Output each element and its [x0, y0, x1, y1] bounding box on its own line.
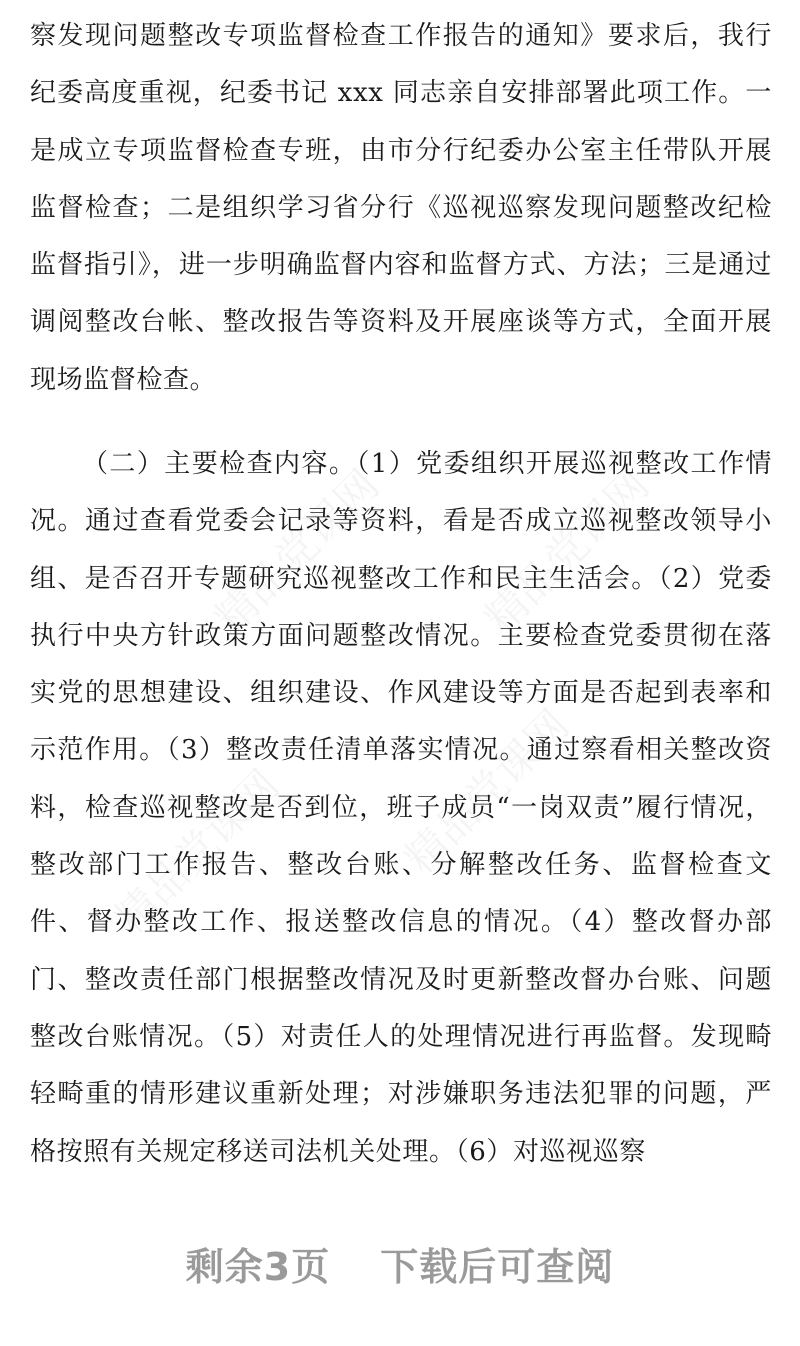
remaining-pages-label: 剩余3页 [185, 1245, 331, 1289]
download-prompt[interactable] [0, 1236, 800, 1291]
download-hint-label: 下载后可查阅 [380, 1245, 615, 1289]
body-paragraph-1: 察发现问题整改专项监督检查工作报告的通知》要求后，我行纪委高度重视，纪委书记 xxx 同志亲自安排部署此项工作。一是成立专项监督检查专班，由市分行纪委办公室主任带队开展监督检查；二是组织学习省分行《巡视巡察发现问题整改纪检监督指引》，进一步明确监督内容和监督方式、方法；三是通过调阅整改台帐、整改报告等资料及开展座谈等方式，全面开展现场监督检查。 [30, 21, 772, 395]
body-paragraph-2: （二）主要检查内容。（1）党委组织开展巡视整改工作情况。通过查看党委会记录等资料，看是否成立巡视整改领导小组、是否召开专题研究巡视整改工作和民主生活会。（2）党委执行中央方针政策方面问题整改情况。主要检查党委贯彻在落实党的思想建设、组织建设、作风建设等方面是否起到表率和示范作用。（3）整改责任清单落实情况。通过察看相关整改资料，检查巡视整改是否到位，班子成员“一岗双责”履行情况，整改部门工作报告、整改台账、分解整改任务、监督检查文件、督办整改工作、报送整改信息的情况。（4）整改督办部门、整改责任部门根据整改情况及时更新整改督办台账、问题整改台账情况。（5）对责任人的处理情况进行再监督。发现畸轻畸重的情形建议重新处理；对涉嫌职务违法犯罪的问题，严格按照有关规定移送司法机关处理。（6）对巡视巡察 [30, 449, 772, 1167]
